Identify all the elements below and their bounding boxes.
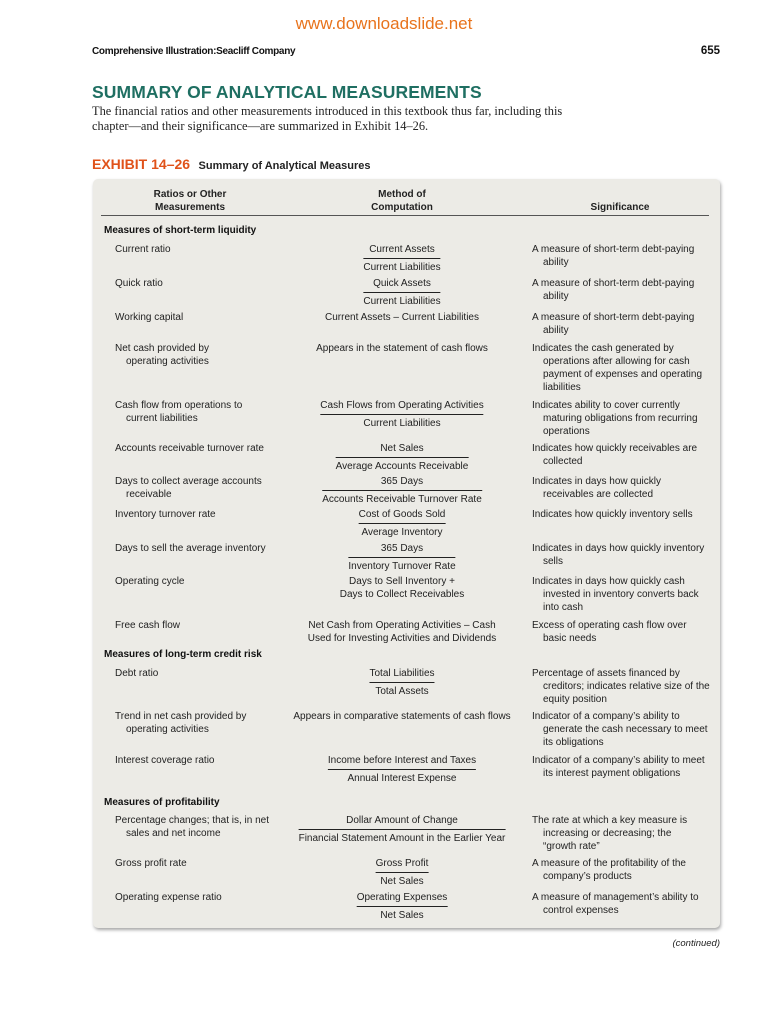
measure-name: Gross profit rate (115, 858, 187, 869)
measure-name: Days to sell the average inventory (115, 543, 266, 554)
measure-name: Inventory turnover rate (115, 509, 216, 520)
formula-numerator: Cash Flows from Operating Activities (320, 399, 483, 415)
formula-numerator: Cost of Goods Sold (359, 508, 446, 524)
formula-denominator: Net Sales (380, 910, 424, 921)
measure-name: Days to collect average accounts receivable (115, 476, 262, 500)
group-heading-liquidity: Measures of short-term liquidity (104, 225, 257, 236)
formula-text-line2: Used for Investing Activities and Dividends (307, 633, 497, 644)
formula-text (340, 575, 465, 601)
measure-name: Operating cycle (115, 576, 185, 587)
column-header-method-line2: Computation (371, 202, 433, 213)
running-head: Comprehensive Illustration:Seacliff Company (92, 46, 296, 57)
formula-denominator: Current Liabilities (363, 296, 441, 307)
formula-denominator: Net Sales (380, 876, 424, 887)
measure-name: Working capital (115, 312, 184, 323)
significance-text: Indicator of a company’s ability to meet its interest payment obligations (532, 755, 705, 779)
column-header-measure (120, 188, 260, 214)
significance-text: Indicates in days how quickly cash invested in inventory converts back into cash (532, 576, 699, 613)
page-number: 655 (700, 45, 720, 57)
continued-note: (continued) (672, 938, 720, 949)
formula-denominator: Average Inventory (361, 527, 443, 538)
intro-paragraph: The financial ratios and other measurements introduced in this textbook thus far, including this chapter—and their significance—are summarized in Exhibit 14–26. (92, 104, 563, 133)
formula-denominator: Financial Statement Amount in the Earlier Year (298, 833, 506, 844)
column-header-method (332, 188, 472, 214)
formula-denominator: Annual Interest Expense (347, 773, 457, 784)
formula-text-line1: Net Cash from Operating Activities – Cash (308, 620, 496, 631)
formula-denominator: Total Assets (375, 686, 429, 697)
significance-text: Excess of operating cash flow over basic needs (532, 620, 687, 644)
measure-name: Trend in net cash provided by operating activities (115, 711, 247, 735)
formula-numerator: Operating Expenses (357, 891, 448, 907)
formula-fraction (363, 277, 440, 308)
formula-text-line1: Days to Sell Inventory + (349, 576, 455, 587)
significance-text: Indicates ability to cover currently maturing obligations from recurring operations (532, 400, 698, 437)
exhibit-heading (92, 156, 371, 174)
significance-text: Indicates in days how quickly inventory sells (532, 543, 705, 567)
formula-denominator: Accounts Receivable Turnover Rate (322, 494, 482, 505)
formula-fraction (328, 754, 476, 785)
exhibit-caption: Summary of Analytical Measures (198, 160, 371, 172)
formula-numerator: Total Liabilities (369, 667, 434, 683)
formula-numerator: Quick Assets (363, 277, 440, 293)
formula-numerator: Net Sales (336, 442, 469, 458)
formula-denominator: Average Accounts Receivable (335, 461, 469, 472)
column-header-measure-line2: Measurements (154, 202, 226, 213)
formula-text (308, 619, 496, 645)
significance-text: A measure of short-term debt-paying ability (532, 312, 695, 336)
header-rule (101, 215, 709, 216)
formula-fraction (369, 667, 434, 698)
significance-text: Indicates how quickly inventory sells (532, 509, 693, 520)
formula-fraction (359, 508, 446, 539)
formula-text: Current Assets – Current Liabilities (325, 312, 479, 323)
formula-text: Appears in the statement of cash flows (316, 343, 488, 354)
formula-denominator: Current Liabilities (363, 418, 441, 429)
measure-name: Interest coverage ratio (115, 755, 215, 766)
significance-text: Indicates in days how quickly receivables are collected (532, 476, 661, 500)
formula-numerator: Current Assets (363, 243, 440, 259)
formula-fraction (363, 243, 440, 274)
watermark-url: www.downloadslide.net (295, 14, 473, 33)
significance-text: Indicates the cash generated by operations after allowing for cash payment of expenses and operating liabilities (532, 343, 702, 393)
measure-name: Cash flow from operations to current liabilities (115, 400, 243, 424)
formula-fraction (348, 542, 455, 573)
measure-name: Accounts receivable turnover rate (115, 443, 264, 454)
formula-numerator: 365 Days (322, 475, 482, 491)
formula-fraction (357, 891, 448, 922)
significance-text: Indicates how quickly receivables are collected (532, 443, 698, 467)
significance-text: Indicator of a company’s ability to generate the cash necessary to meet its obligations (532, 711, 708, 748)
measure-name: Operating expense ratio (115, 892, 222, 903)
section-title: SUMMARY OF ANALYTICAL MEASUREMENTS (92, 82, 482, 102)
formula-denominator: Inventory Turnover Rate (348, 561, 456, 572)
formula-fraction (320, 399, 483, 430)
formula-fraction (299, 814, 506, 845)
significance-text: Percentage of assets financed by creditors; indicates relative size of the equity position (532, 668, 710, 705)
measure-name: Net cash provided by operating activities (115, 343, 209, 367)
group-heading-credit-risk: Measures of long-term credit risk (104, 649, 262, 660)
formula-numerator: Dollar Amount of Change (299, 814, 506, 830)
significance-text: The rate at which a key measure is increasing or decreasing; the “growth rate” (532, 815, 688, 852)
significance-text: A measure of the profitability of the company’s products (532, 858, 686, 882)
significance-text: A measure of short-term debt-paying ability (532, 244, 695, 268)
formula-numerator: Gross Profit (376, 857, 429, 873)
formula-fraction (336, 442, 469, 473)
formula-text: Appears in comparative statements of cash flows (293, 711, 511, 722)
formula-numerator: Income before Interest and Taxes (328, 754, 476, 770)
group-heading-profitability: Measures of profitability (104, 797, 220, 808)
significance-text: A measure of short-term debt-paying ability (532, 278, 695, 302)
measure-name: Quick ratio (115, 278, 163, 289)
measure-name: Free cash flow (115, 620, 181, 631)
significance-text: A measure of management’s ability to control expenses (532, 892, 699, 916)
column-header-significance: Significance (590, 202, 650, 213)
formula-text-line2: Days to Collect Receivables (339, 589, 465, 600)
measure-name: Current ratio (115, 244, 171, 255)
formula-fraction (322, 475, 482, 506)
measure-name: Percentage changes; that is, in net sales and net income (115, 815, 269, 839)
formula-fraction (376, 857, 429, 888)
measure-name: Debt ratio (115, 668, 159, 679)
column-header-measure-line1: Ratios or Other (153, 189, 227, 200)
formula-denominator: Current Liabilities (363, 262, 441, 273)
exhibit-label: EXHIBIT 14–26 (92, 156, 191, 172)
formula-numerator: 365 Days (348, 542, 455, 558)
column-header-method-line1: Method of (378, 189, 426, 200)
